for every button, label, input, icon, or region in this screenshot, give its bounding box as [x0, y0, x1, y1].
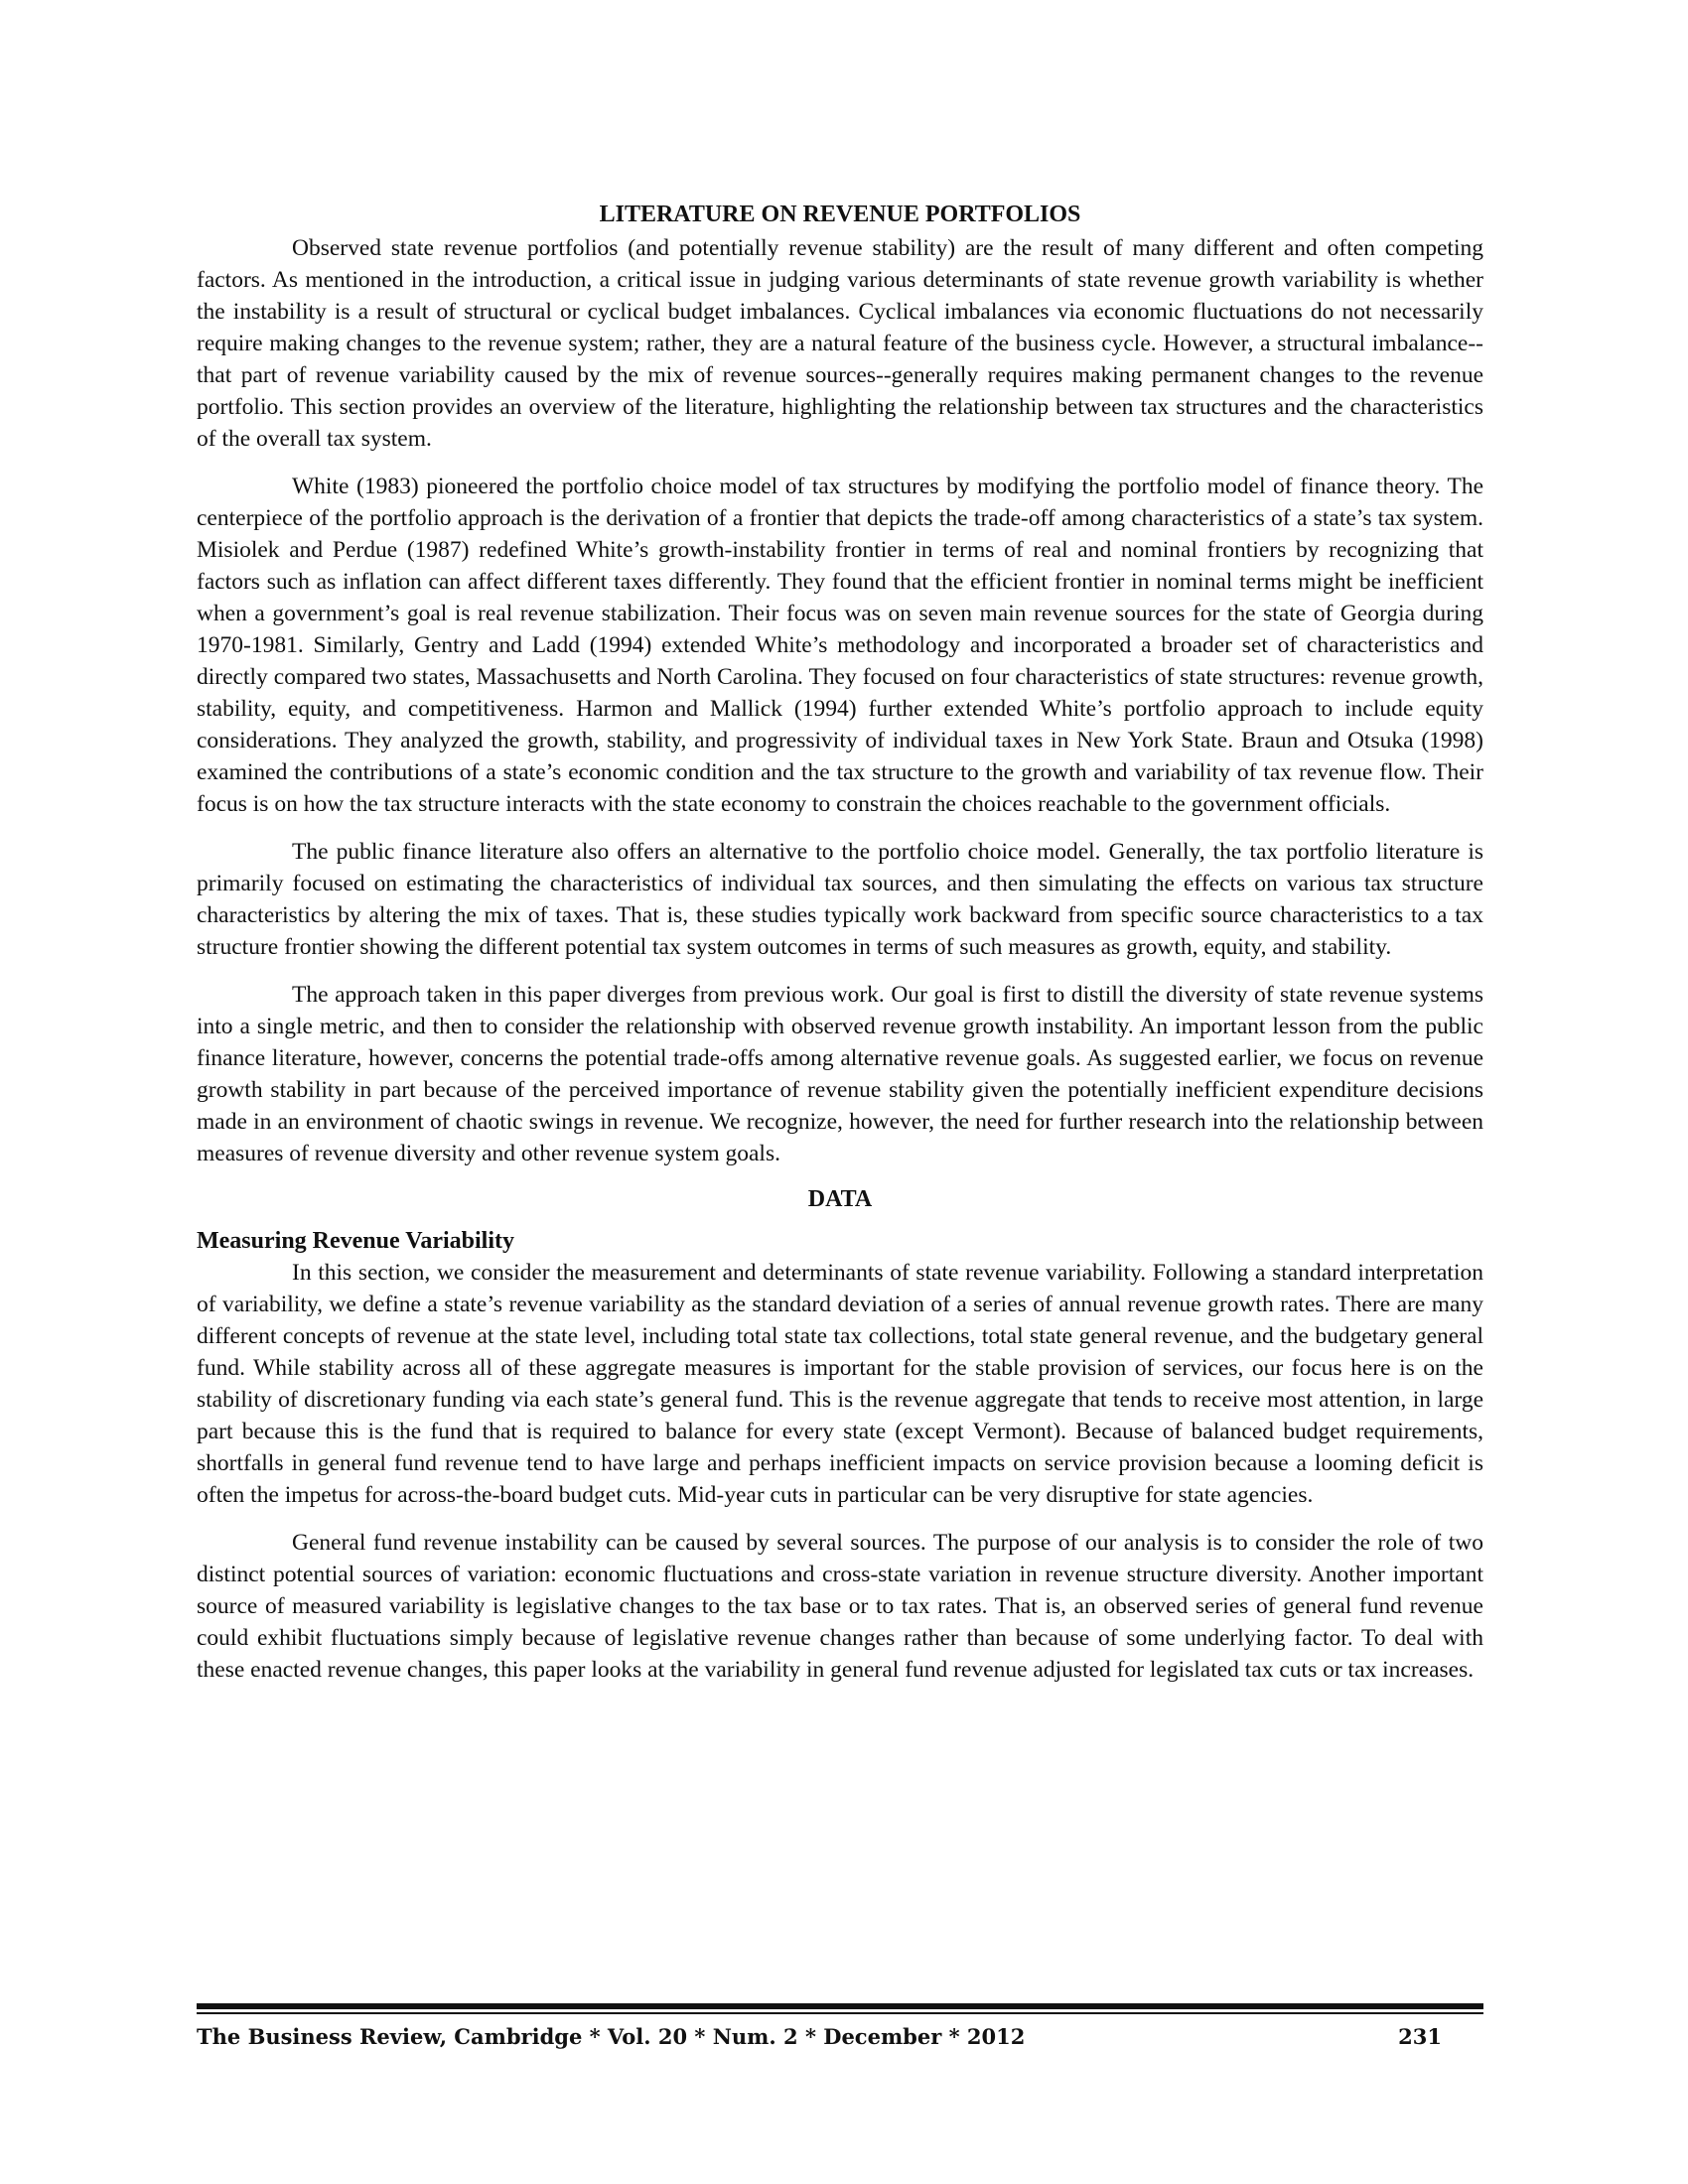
paragraph: General fund revenue instability can be caused by several sources. The purpose of our analysis is to consider the role of two distinct potential sources of variation: economic fluctuations and cross-state variation in revenue structure diversity. Another important source of measured variability is legislative changes to the tax base or to tax rates. That is, an observed series of general fund revenue could exhibit fluctuations simply because of legislative revenue changes rather than because of some underlying factor. To deal with these enacted revenue changes, this paper looks at the variability in general fund revenue adjusted for legislated tax cuts or tax increases.	[197, 1530, 1483, 1683]
section-heading-data: DATA	[807, 1186, 873, 1212]
paragraph: Observed state revenue portfolios (and potentially revenue stability) are the result of many different and often competing factors. As mentioned in the introduction, a critical issue in judging various determinants of state revenue growth variability is whether the instability is a result of structural or cyclical budget imbalances. Cyclical imbalances via economic fluctuations do not necessarily require making changes to the revenue system; rather, they are a natural feature of the business cycle. However, a structural imbalance--that part of revenue variability caused by the mix of revenue sources--generally requires making permanent changes to the revenue portfolio. This section provides an overview of the literature, highlighting the relationship between tax structures and the characteristics of the overall tax system.	[197, 235, 1483, 452]
paragraph: In this section, we consider the measurement and determinants of state revenue variability. Following a standard interpretation of variability, we define a state’s revenue variability as the standard deviation of a series of annual revenue growth rates. There are many different concepts of revenue at the state level, including total state tax collections, total state general revenue, and the budgetary general fund. While stability across all of these aggregate measures is important for the stable provision of services, our focus here is on the stability of discretionary funding via each state’s general fund. This is the revenue aggregate that tends to receive most attention, in large part because this is the fund that is required to balance for every state (except Vermont). Because of balanced budget requirements, shortfalls in general fund revenue tend to have large and perhaps inefficient impacts on service provision because a looming deficit is often the impetus for across-the-board budget cuts. Mid-year cuts in particular can be very disruptive for state agencies.	[197, 1260, 1483, 1508]
page-number: 231	[1398, 2024, 1442, 2049]
journal-citation: The Business Review, Cambridge * Vol. 20 * Num. 2 * December * 2012	[197, 2024, 1026, 2049]
paragraph: White (1983) pioneered the portfolio choice model of tax structures by modifying the portfolio model of finance theory. The centerpiece of the portfolio approach is the derivation of a frontier that depicts the trade-off among characteristics of a state’s tax system. Misiolek and Perdue (1987) redefined White’s growth-instability frontier in terms of real and nominal frontiers by recognizing that factors such as inflation can affect different taxes differently. They found that the efficient frontier in nominal terms might be inefficient when a government’s goal is real revenue stabilization. Their focus was on seven main revenue sources for the state of Georgia during 1970-1981. Similarly, Gentry and Ladd (1994) extended White’s methodology and incorporated a broader set of characteristics and directly compared two states, Massachusetts and North Carolina. They focused on four characteristics of state structures: revenue growth, stability, equity, and competitiveness. Harmon and Mallick (1994) further extended White’s portfolio approach to include equity considerations. They analyzed the growth, stability, and progressivity of individual taxes in New York State. Braun and Otsuka (1998) examined the contributions of a state’s economic condition and the tax structure to the growth and variability of tax revenue flow. Their focus is on how the tax structure interacts with the state economy to constrain the choices reachable to the government officials.	[197, 474, 1483, 817]
page-body	[197, 199, 1483, 1702]
footer-rule	[197, 2003, 1483, 2009]
section-heading-literature: LITERATURE ON REVENUE PORTFOLIOS	[599, 202, 1081, 227]
page-footer	[197, 2003, 1483, 2049]
paragraph: The public finance literature also offers an alternative to the portfolio choice model. Generally, the tax portfolio literature is primarily focused on estimating the characteristics of individual tax sources, and then simulating the effects on various tax structure characteristics by altering the mix of taxes. That is, these studies typically work backward from specific source characteristics to a tax structure frontier showing the different potential tax system outcomes in terms of such measures as growth, equity, and stability.	[197, 839, 1483, 960]
footer-rule	[197, 2012, 1483, 2014]
subsection-heading: Measuring Revenue Variability	[197, 1228, 515, 1254]
paragraph: The approach taken in this paper diverges from previous work. Our goal is first to distill the diversity of state revenue systems into a single metric, and then to consider the relationship with observed revenue growth instability. An important lesson from the public finance literature, however, concerns the potential trade-offs among alternative revenue goals. As suggested earlier, we focus on revenue growth stability in part because of the perceived importance of revenue stability given the potentially inefficient expenditure decisions made in an environment of chaotic swings in revenue. We recognize, however, the need for further research into the relationship between measures of revenue diversity and other revenue system goals.	[197, 982, 1483, 1166]
